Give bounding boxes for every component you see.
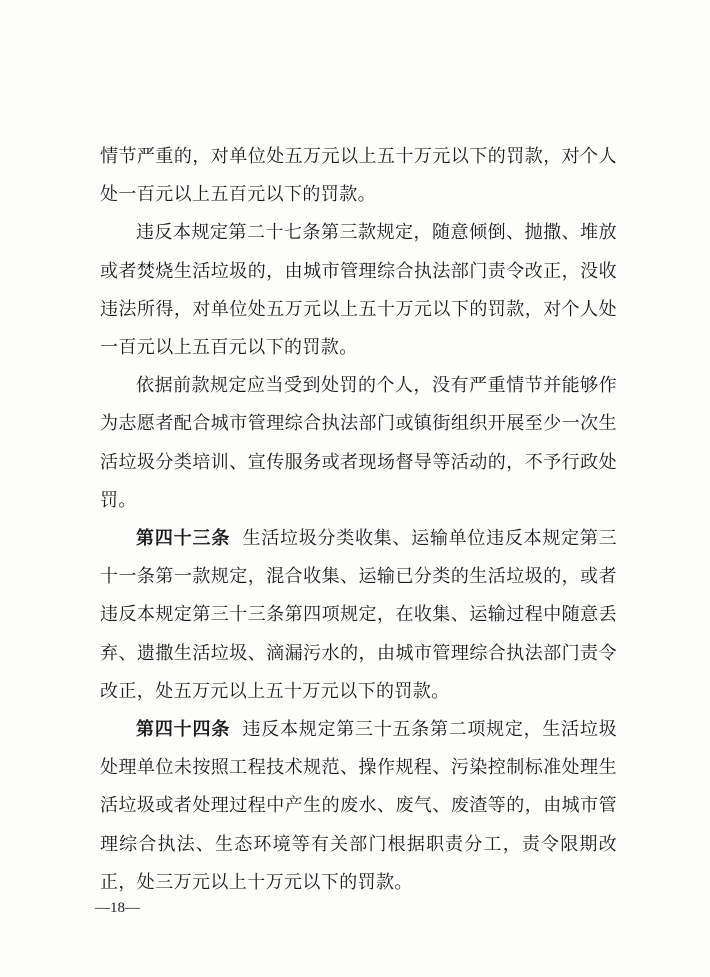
paragraph-illegal-dumping xyxy=(100,214,617,367)
paragraph-continuation xyxy=(100,138,617,214)
page-body xyxy=(100,138,617,902)
article-44 xyxy=(100,711,617,902)
article-43 xyxy=(100,520,617,711)
article-text: 违反本规定第三十五条第二项规定，生活垃圾处理单位未按照工程技术规范、操作规程、污染控制标准处理生活垃圾或者处理过程中产生的废水、废气、废渣等的，由城市管理综合执法、生态环境等有关部门根据职责分工，责令限期改正，处三万元以上十万元以下的罚款。 xyxy=(100,719,618,893)
paragraph-text: 依据前款规定应当受到处罚的个人，没有严重情节并能够作为志愿者配合城市管理综合执法部门或镇街组织开展至少一次生活垃圾分类培训、宣传服务或者现场督导等活动的，不予行政处罚。 xyxy=(100,375,617,511)
paragraph-text: 情节严重的，对单位处五万元以上五十万元以下的罚款，对个人处一百元以上五百元以下的罚款。 xyxy=(100,146,617,206)
article-text: 生活垃圾分类收集、运输单位违反本规定第三十一条第一款规定，混合收集、运输已分类的生活垃圾的，或者违反本规定第三十三条第四项规定，在收集、运输过程中随意丢弃、遗撒生活垃圾、滴漏污水的，由城市管理综合执法部门责令改正，处五万元以上五十万元以下的罚款。 xyxy=(100,528,618,702)
article-heading: 第四十三条 xyxy=(136,528,231,550)
page-number: —18— xyxy=(95,900,140,916)
paragraph-volunteer-exemption xyxy=(100,367,617,520)
article-heading: 第四十四条 xyxy=(136,719,231,741)
paragraph-text: 违反本规定第二十七条第三款规定，随意倾倒、抛撒、堆放或者焚烧生活垃圾的，由城市管理综合执法部门责令改正，没收违法所得，对单位处五万元以上五十万元以下的罚款，对个人处一百元以上五百元以下的罚款。 xyxy=(100,222,617,359)
